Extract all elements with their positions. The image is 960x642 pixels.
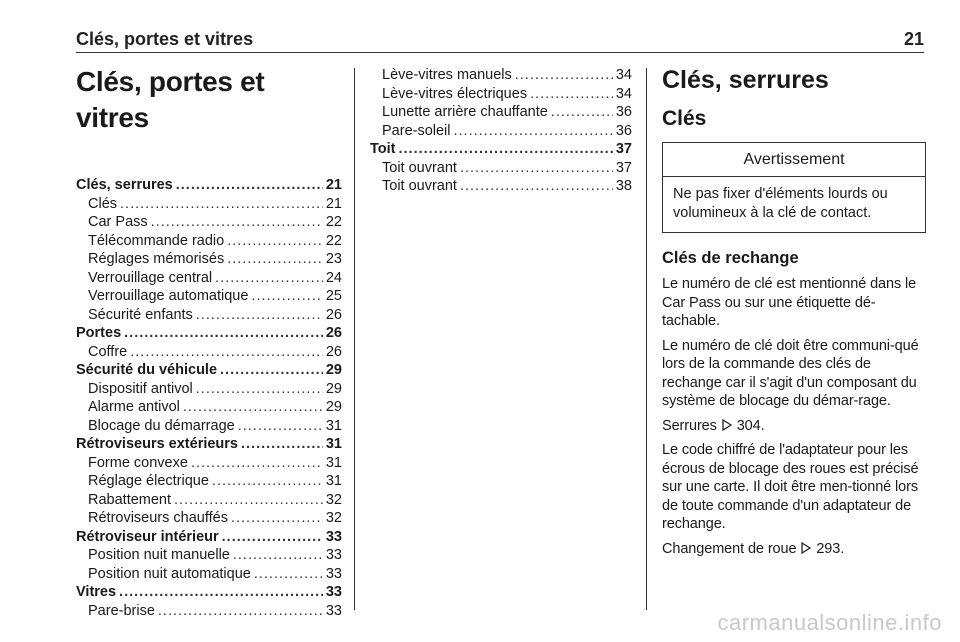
reference-locks[interactable] <box>662 417 926 436</box>
toc-entry-page: 21 <box>325 177 342 193</box>
paragraph-key-number-location: Le numéro de clé est mentionné dans le Car Pass ou sur une étiquette dé-tachable. <box>662 276 917 329</box>
toc-leader-dots <box>191 454 323 473</box>
toc-leader-dots <box>183 398 323 417</box>
toc-entry-title: Clés, serrures <box>76 177 173 193</box>
toc-entry[interactable] <box>76 287 342 306</box>
toc-leader-dots <box>174 491 323 510</box>
toc-entry-page: 33 <box>325 584 342 600</box>
toc-leader-dots <box>238 417 323 436</box>
toc-entry-page: 31 <box>325 436 342 452</box>
toc-entry-title: Toit ouvrant <box>382 159 457 176</box>
toc-entry[interactable] <box>370 103 632 122</box>
toc-entry-title: Forme convexe <box>88 454 188 471</box>
spare-keys-title: Clés de rechange <box>662 249 799 267</box>
toc-leader-dots <box>399 140 613 159</box>
toc-leader-dots <box>233 546 323 565</box>
toc-entry-page: 22 <box>325 214 342 230</box>
subsection-title: Clés <box>662 107 707 130</box>
toc-entry-page: 38 <box>615 178 632 194</box>
toc-entry-title: Pare-soleil <box>382 122 451 139</box>
toc-entry[interactable] <box>76 472 342 491</box>
toc-leader-dots <box>215 269 323 288</box>
toc-leader-dots <box>151 213 323 232</box>
toc-leader-dots <box>130 343 323 362</box>
toc-entry-title: Toit ouvrant <box>382 178 457 194</box>
toc-leader-dots <box>158 602 323 621</box>
toc-entry[interactable] <box>76 435 342 454</box>
toc-entry[interactable] <box>76 361 342 380</box>
reference-locks-page: 304. <box>736 417 765 434</box>
toc-leader-dots <box>241 435 323 454</box>
toc-entry[interactable] <box>76 602 342 621</box>
toc-leader-dots <box>222 528 323 547</box>
toc-entry-title: Position nuit manuelle <box>88 547 230 563</box>
toc-entry-title: Verrouillage automatique <box>88 288 249 304</box>
toc-leader-dots <box>454 122 613 141</box>
toc-leader-dots <box>251 287 322 306</box>
toc-leader-dots <box>254 565 323 584</box>
toc-entry-title: Lève-vitres manuels <box>382 67 512 83</box>
toc-entry-title: Sécurité enfants <box>88 306 193 323</box>
toc-leader-dots <box>196 306 323 325</box>
toc-entry[interactable] <box>76 528 342 547</box>
reference-wheel-change[interactable] <box>662 540 926 559</box>
toc-entry-title: Clés <box>88 195 118 212</box>
column-divider-1 <box>354 68 355 610</box>
toc-leader-dots <box>231 509 323 528</box>
toc-entry-page: 29 <box>325 399 342 415</box>
toc-entry[interactable] <box>76 213 342 232</box>
toc-entry-page: 29 <box>325 362 342 378</box>
toc-entry-title: Rétroviseur intérieur <box>76 528 219 545</box>
toc-list-2 <box>370 66 632 196</box>
toc-entry-page: 26 <box>325 325 342 341</box>
toc-entry-page: 37 <box>615 141 632 157</box>
toc-entry[interactable] <box>370 66 632 85</box>
toc-entry-page: 31 <box>325 417 342 434</box>
toc-entry-title: Lève-vitres électriques <box>382 85 528 102</box>
warning-box <box>662 142 926 233</box>
section-title: Clés, serrures <box>662 66 829 94</box>
toc-list-1 <box>76 176 342 620</box>
reference-wheel-change-text: Changement de roue <box>662 540 797 557</box>
toc-entry[interactable] <box>76 195 342 214</box>
toc-entry-page: 33 <box>325 602 342 619</box>
warning-text: Ne pas fixer d'éléments lourds ou volumineux à la clé de contact. <box>673 186 888 221</box>
toc-leader-dots <box>196 380 323 399</box>
toc-entry-page: 21 <box>325 195 342 212</box>
toc-entry-title: Coffre <box>88 343 128 360</box>
toc-entry-title: Dispositif antivol <box>88 380 193 397</box>
toc-entry-title: Rétroviseurs chauffés <box>88 510 228 526</box>
page-reference-arrow-icon <box>800 542 812 554</box>
toc-entry-page: 37 <box>615 159 632 176</box>
toc-leader-dots <box>530 85 613 104</box>
toc-entry[interactable] <box>76 306 342 325</box>
toc-entry-title: Vitres <box>76 584 117 600</box>
toc-entry-page: 26 <box>325 306 342 323</box>
toc-entry[interactable] <box>76 454 342 473</box>
toc-entry[interactable] <box>76 565 342 584</box>
toc-entry-page: 36 <box>615 104 632 120</box>
toc-entry-page: 23 <box>325 251 342 267</box>
toc-entry[interactable] <box>76 380 342 399</box>
toc-entry-title: Portes <box>76 325 122 341</box>
toc-leader-dots <box>119 583 323 602</box>
toc-entry[interactable] <box>370 85 632 104</box>
toc-entry[interactable] <box>370 122 632 141</box>
warning-title: Avertissement <box>663 143 925 177</box>
toc-entry-page: 33 <box>325 528 342 545</box>
toc-entry-title: Lunette arrière chauffante <box>382 104 548 120</box>
toc-entry-page: 34 <box>615 67 632 83</box>
toc-entry-title: Verrouillage central <box>88 269 213 286</box>
toc-leader-dots <box>460 159 613 178</box>
reference-locks-text: Serrures <box>662 417 717 434</box>
running-header <box>76 28 924 50</box>
watermark: carmanualsonline.info <box>717 610 942 635</box>
toc-entry-page: 31 <box>325 473 342 489</box>
toc-leader-dots <box>515 66 613 85</box>
toc-entry[interactable] <box>76 546 342 565</box>
toc-entry[interactable] <box>76 509 342 528</box>
toc-entry[interactable] <box>370 140 632 159</box>
chapter-title: Clés, portes et vitres <box>76 66 265 133</box>
toc-leader-dots <box>220 361 323 380</box>
paragraph-key-number-order: Le numéro de clé doit être communi-qué lors de la commande des clés de rechange car il s'agit d'un composant du système de blocage du démar-rage. <box>662 337 919 409</box>
toc-leader-dots <box>227 250 323 269</box>
toc-entry-title: Sécurité du véhicule <box>76 362 218 378</box>
toc-entry[interactable] <box>76 417 342 436</box>
toc-entry-title: Pare-brise <box>88 602 155 619</box>
toc-entry-title: Blocage du démarrage <box>88 417 235 434</box>
toc-entry-page: 32 <box>325 491 342 508</box>
toc-leader-dots <box>551 103 613 122</box>
toc-entry[interactable] <box>370 159 632 178</box>
toc-leader-dots <box>227 232 323 251</box>
toc-entry-title: Réglages mémorisés <box>88 251 225 267</box>
toc-entry-page: 33 <box>325 565 342 582</box>
toc-leader-dots <box>120 195 323 214</box>
toc-entry[interactable] <box>76 269 342 288</box>
toc-entry[interactable] <box>76 583 342 602</box>
toc-entry-page: 22 <box>325 232 342 249</box>
toc-entry-page: 25 <box>325 288 342 304</box>
paragraph-wheel-lock-code: Le code chiffré de l'adaptateur pour les écrous de blocage des roues est précisé sur une carte. Il doit être men-tionné lors de toute commande d'un adaptateur de rechange. <box>662 442 919 532</box>
toc-leader-dots <box>176 176 323 195</box>
reference-wheel-change-page: 293. <box>816 540 845 557</box>
page-number: 21 <box>903 29 924 49</box>
toc-entry[interactable] <box>76 176 342 195</box>
toc-entry-page: 34 <box>615 85 632 102</box>
toc-entry-page: 36 <box>615 122 632 139</box>
toc-column-1 <box>76 64 342 620</box>
toc-entry-title: Réglage électrique <box>88 473 209 489</box>
toc-entry-title: Toit <box>370 141 396 157</box>
toc-entry[interactable] <box>76 343 342 362</box>
toc-entry-page: 31 <box>325 454 342 471</box>
toc-entry-title: Position nuit automatique <box>88 565 251 582</box>
toc-entry[interactable] <box>76 398 342 417</box>
toc-entry-title: Car Pass <box>88 214 148 230</box>
toc-entry[interactable] <box>370 177 632 196</box>
toc-entry-page: 26 <box>325 343 342 360</box>
toc-entry-title: Alarme antivol <box>88 399 180 415</box>
toc-leader-dots <box>460 177 613 196</box>
header-title: Clés, portes et vitres <box>76 29 254 49</box>
toc-leader-dots <box>124 324 323 343</box>
header-rule <box>76 52 924 53</box>
toc-entry-title: Rétroviseurs extérieurs <box>76 436 238 452</box>
content-column <box>662 64 926 564</box>
toc-entry-page: 33 <box>325 547 342 563</box>
toc-entry-page: 29 <box>325 380 342 397</box>
toc-entry-page: 24 <box>325 269 342 286</box>
toc-entry[interactable] <box>76 250 342 269</box>
toc-entry-title: Télécommande radio <box>88 232 225 249</box>
toc-entry-page: 32 <box>325 510 342 526</box>
toc-entry[interactable] <box>76 491 342 510</box>
toc-column-2 <box>370 66 632 196</box>
toc-entry-title: Rabattement <box>88 491 172 508</box>
column-divider-2 <box>646 68 647 610</box>
page-reference-arrow-icon <box>721 419 733 431</box>
toc-leader-dots <box>212 472 323 491</box>
toc-entry[interactable] <box>76 324 342 343</box>
toc-entry[interactable] <box>76 232 342 251</box>
